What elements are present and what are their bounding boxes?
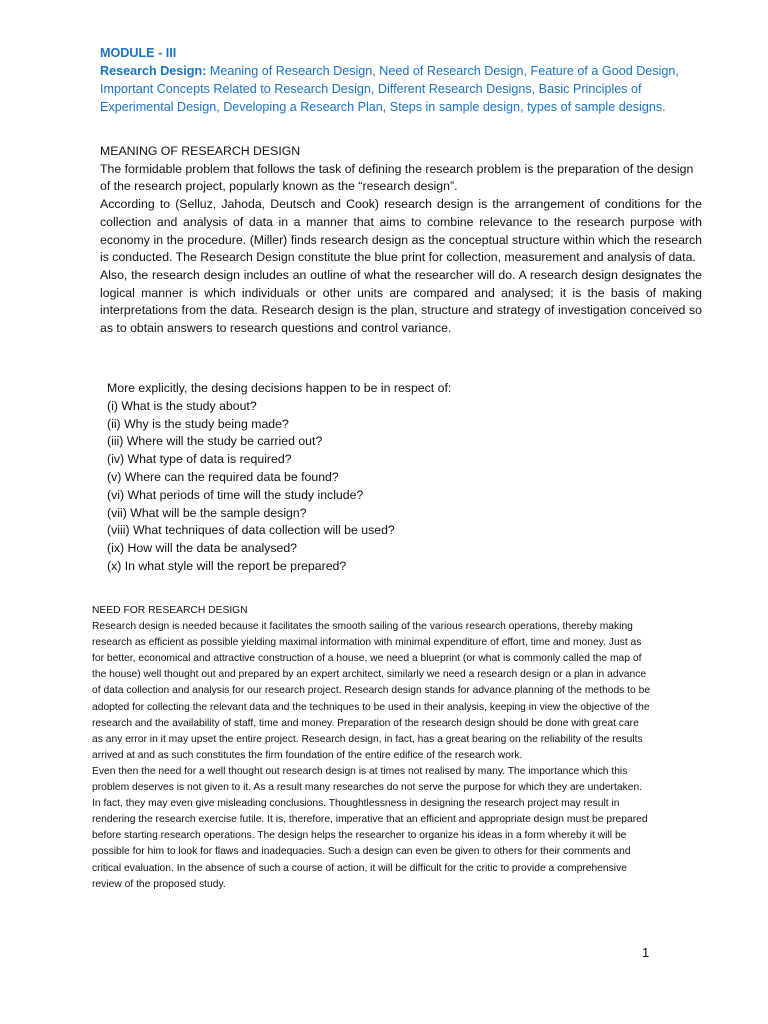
- decisions-list: [107, 398, 667, 576]
- topics-text: Meaning of Research Design, Need of Research Design, Feature of a Good Design, Important Concepts Related to Research Design, Different Research Designs, Basic Principles of Experimental Design, Developing a Research Plan, Steps in sample design, types of sample designs.: [100, 64, 679, 114]
- meaning-paragraph: According to (Selluz, Jahoda, Deutsch and Cook) research design is the arrangement of conditions for the collection and analysis of data in a manner that aims to combine relevance to the research purpose with economy in the procedure. (Miller) finds research design as the conceptual structure within which the research is conducted. The Research Design constitute the blue print for collection, measurement and analysis of data.: [100, 197, 702, 265]
- decision-item: (i) What is the study about?: [107, 398, 257, 413]
- decisions-intro: More explicitly, the desing decisions happen to be in respect of:: [107, 381, 452, 395]
- meaning-paragraph: The formidable problem that follows the task of defining the research problem is the preparation of the design of the research project, popularly known as the “research design”.: [100, 161, 694, 194]
- need-paragraph: Even then the need for a well thought out research design is at times not realised by many. The importance which this problem deserves is not given to it. As a result many researches do not serve the purpose for which they are undertaken. In fact, they may even give misleading conclusions. Thoughtlessness in designing the research project may result in rendering the research exercise futile. It is, therefore, imperative that an efficient and appropriate design must be prepared before starting research operations. The design helps the researcher to organize his ideas in a form whereby it will be possible for him to look for flaws and inadequacies. Such a design can even be given to others for their comments and critical evaluation. In the absence of such a course of action, it will be difficult for the critic to provide a comprehensive review of the proposed study.: [92, 765, 648, 890]
- need-heading: NEED FOR RESEARCH DESIGN: [92, 605, 248, 616]
- decision-item: (ix) How will the data be analysed?: [107, 541, 298, 556]
- module-title: MODULE - III: [100, 46, 177, 60]
- need-section: [92, 603, 652, 893]
- module-topics: [100, 62, 680, 116]
- topics-label: Research Design:: [100, 64, 207, 78]
- need-paragraph: Research design is needed because it facilitates the smooth sailing of the various research operations, thereby making research as efficient as possible yielding maximal information with minimal expenditure of effort, time and money. Just as for better, economical and attractive construction of a house, we need a blueprint (or what is commonly called the map of the house) well thought out and prepared by an expert architect, similarly we need a research design or a plan in advance of data collection and analysis for our research project. Research design stands for advance planning of the methods to be adopted for collecting the relevant data and the techniques to be used in their analysis, keeping in view the objective of the research and the availability of staff, time and money. Preparation of the research design should be done with great care as any error in it may upset the entire project. Research design, in fact, has a great bearing on the reliability of the results arrived at and as such constitutes the firm foundation of the entire edifice of the research work.: [92, 621, 651, 761]
- module-header: [100, 44, 680, 116]
- decision-item: (iv) What type of data is required?: [107, 452, 292, 467]
- decision-item: (vii) What will be the sample design?: [107, 505, 307, 520]
- decision-item: (vi) What periods of time will the study include?: [107, 487, 364, 502]
- meaning-heading: MEANING OF RESEARCH DESIGN: [100, 144, 301, 158]
- decision-item: (x) In what style will the report be prepared?: [107, 558, 347, 573]
- design-decisions: [107, 380, 667, 576]
- decision-item: (iii) Where will the study be carried out?: [107, 434, 323, 449]
- decision-item: (viii) What techniques of data collection will be used?: [107, 523, 395, 538]
- decision-item: (ii) Why is the study being made?: [107, 416, 289, 431]
- page-number: 1: [642, 945, 650, 960]
- decision-item: (v) Where can the required data be found?: [107, 469, 339, 484]
- meaning-section: [100, 143, 702, 338]
- meaning-paragraph: Also, the research design includes an outline of what the researcher will do. A research design designates the logical manner is which individuals or other units are compared and analysed; it is the basis of making interpretations from the data. Research design is the plan, structure and strategy of investigation conceived so as to obtain answers to research questions and control variance.: [100, 267, 702, 336]
